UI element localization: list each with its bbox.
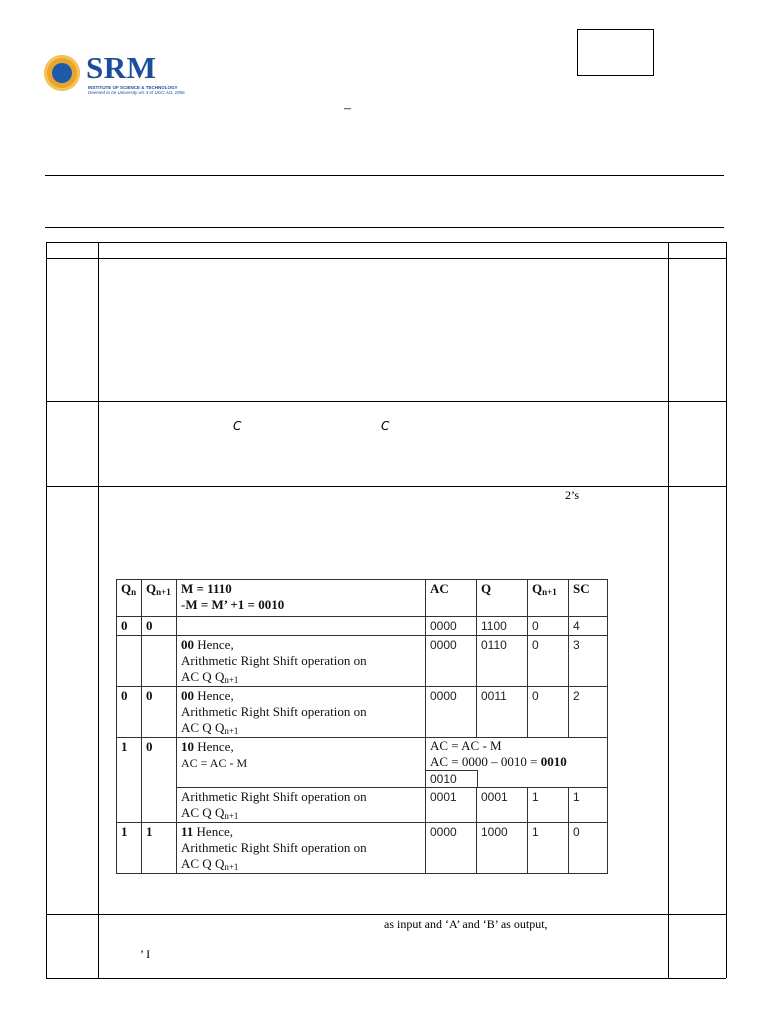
cell-operation (177, 617, 426, 636)
table-header-row (117, 580, 608, 617)
cell-qn1: 0 (142, 738, 177, 823)
cell-ac: 0001 (426, 788, 477, 823)
cell-operation: 00 Hence, Arithmetic Right Shift operation on AC Q $Q_{n+1}$ (177, 687, 426, 738)
cell-ac: 0000 (426, 823, 477, 874)
table-row (117, 617, 608, 636)
srm-logo (44, 52, 184, 94)
dash-mark: – (344, 101, 351, 116)
cell-sc: 0 (569, 823, 608, 874)
cell-ac-subtraction: AC = AC - M AC = 0000 – 0010 = 0010 0010 (426, 738, 608, 788)
table-row-rule (46, 914, 726, 915)
cell-q: 0110 (477, 636, 528, 687)
cell-qn1: 0 (142, 617, 177, 636)
cell-sc: 3 (569, 636, 608, 687)
cell-qn1: 0 (142, 687, 177, 738)
srm-emblem-icon (44, 55, 80, 91)
cell-qn: 1 (117, 823, 142, 874)
c-symbol: C (233, 419, 242, 433)
c-symbol: C (381, 419, 390, 433)
cell-operation: 00 Hence, Arithmetic Right Shift operation on AC Q $Q_{n+1}$ (177, 636, 426, 687)
header-qn: $Q_n$ (117, 580, 142, 617)
cell-sc: 2 (569, 687, 608, 738)
header-sc: SC (569, 580, 608, 617)
cell-qn: 0 (117, 687, 142, 738)
table-row (117, 823, 608, 874)
cell-qn1 (142, 636, 177, 687)
table-row (117, 788, 608, 823)
cell-q: 1000 (477, 823, 528, 874)
cell-qn1-value: 0 (528, 636, 569, 687)
cell-operation: 10 Hence, AC = AC - M (177, 738, 426, 788)
logo-tagline: Deemed to be University u/s 3 of UGC Act, 1956 (88, 90, 185, 95)
cell-sc: 4 (569, 617, 608, 636)
cell-q: 0011 (477, 687, 528, 738)
cell-qn1: 1 (142, 823, 177, 874)
cell-qn (117, 636, 142, 687)
table-row-rule (46, 486, 726, 487)
header-rule-top (45, 175, 724, 176)
header-rule-bottom (45, 227, 724, 228)
header-multiplicand: M = 1110 -M = M’ +1 = 0010 (177, 580, 426, 617)
table-border-right (726, 242, 727, 978)
table-row (117, 687, 608, 738)
apostrophe-i-text: ’ I (140, 947, 151, 961)
cell-ac: 0000 (426, 617, 477, 636)
twos-complement-label: 2’s (565, 488, 580, 502)
logo-subtitle: INSTITUTE OF SCIENCE & TECHNOLOGY (88, 85, 178, 90)
table-row (117, 738, 608, 788)
cell-qn1-value: 0 (528, 617, 569, 636)
cell-ac: 0000 (426, 636, 477, 687)
cell-q: 0001 (477, 788, 528, 823)
header-qn1: $Q_{n+1}$ (142, 580, 177, 617)
cell-operation: Arithmetic Right Shift operation on AC Q $Q_{n+1}$ (177, 788, 426, 823)
table-column-rule (668, 242, 669, 978)
cell-q: 1100 (477, 617, 528, 636)
table-border-bottom (46, 978, 726, 979)
cell-ac: 0000 (426, 687, 477, 738)
table-column-rule (98, 242, 99, 978)
cell-qn1-value: 0 (528, 687, 569, 738)
input-output-text: as input and ‘A’ and ‘B’ as output, (384, 917, 548, 931)
cell-sc: 1 (569, 788, 608, 823)
table-row-rule (46, 401, 726, 402)
cell-qn1-value: 1 (528, 788, 569, 823)
register-number-box (577, 29, 654, 76)
header-q: Q (477, 580, 528, 617)
logo-name: SRM (86, 50, 157, 85)
cell-qn: 0 (117, 617, 142, 636)
cell-qn1-value: 1 (528, 823, 569, 874)
table-header-rule (46, 258, 726, 259)
cell-operation: 11 Hence, Arithmetic Right Shift operation on AC Q $Q_{n+1}$ (177, 823, 426, 874)
table-border-left (46, 242, 47, 978)
header-qn1-col: $Q_{n+1}$ (528, 580, 569, 617)
cell-qn: 1 (117, 738, 142, 823)
table-row (117, 636, 608, 687)
booth-algorithm-table (116, 579, 608, 874)
header-ac: AC (426, 580, 477, 617)
table-border-top (46, 242, 726, 243)
